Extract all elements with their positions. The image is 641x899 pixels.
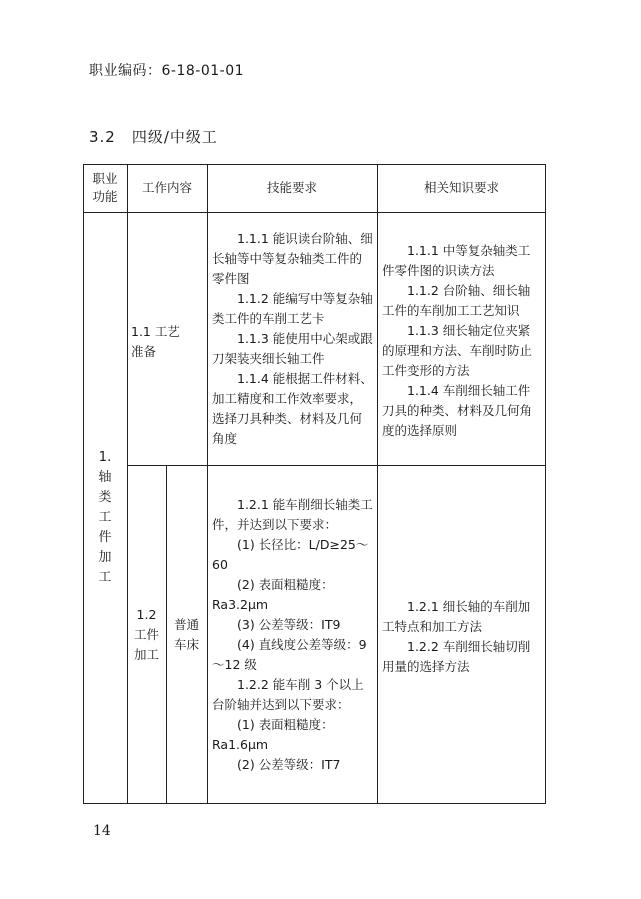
skill-item: (3) 公差等级：IT9 (237, 617, 341, 632)
row2-skills (212, 495, 374, 775)
col-header-content: 工作内容 (141, 180, 192, 195)
skill-item: 1.1.3 能使用中心架或跟刀架装夹细长轴工件 (212, 331, 373, 366)
skill-item: (4) 直线度公差等级：9～12 级 (212, 637, 367, 672)
skill-item: (2) 表面粗糙度：Ra3.2μm (212, 577, 334, 612)
skill-item: 1.2.2 能车削 3 个以上台阶轴并达到以下要求： (212, 677, 364, 712)
knowledge-item: 1.1.3 细长轴定位夹紧的原理和方法、车削时防止工件变形的方法 (382, 323, 533, 378)
row1-skills (212, 229, 374, 449)
skill-item: (1) 长径比：L/D≥25～60 (212, 537, 369, 572)
knowledge-item: 1.2.2 车削细长轴切削用量的选择方法 (382, 639, 531, 674)
row2-content: 1.2 工件 加工 (133, 606, 159, 662)
skill-item: 1.2.1 能车削细长轴类工件，并达到以下要求： (212, 497, 373, 532)
knowledge-item: 1.2.1 细长轴的车削加工特点和加工方法 (382, 599, 531, 634)
skill-item: (2) 公差等级：IT7 (237, 757, 341, 772)
knowledge-item: 1.1.1 中等复杂轴类工件零件图的识读方法 (382, 243, 531, 278)
table-rule (207, 164, 208, 804)
row1-knowledge (382, 241, 542, 441)
occupation-code: 职业编码：6-18-01-01 (89, 63, 245, 79)
col-header-function: 职业 功能 (92, 171, 118, 204)
row2-sub: 普通 车床 (173, 616, 199, 652)
table-rule (377, 164, 378, 804)
col-header-skill: 技能要求 (266, 180, 317, 195)
knowledge-item: 1.1.2 台阶轴、细长轴工件的车削加工工艺知识 (382, 283, 531, 318)
skill-item: 1.1.4 能根据工件材料、加工精度和工作效率要求，选择刀具种类、材料及几何角度 (212, 371, 373, 446)
skill-item: 1.1.1 能识读台阶轴、细长轴等中等复杂轴类工件的零件图 (212, 231, 373, 286)
row2-knowledge (382, 597, 542, 677)
knowledge-item: 1.1.4 车削细长轴工件刀具的种类、材料及几何角度的选择原则 (382, 383, 533, 438)
section-title: 3.2 四级/中级工 (89, 128, 218, 146)
skill-item: 1.1.2 能编写中等复杂轴类工件的车削工艺卡 (212, 291, 373, 326)
page-number: 14 (93, 823, 111, 839)
skill-item: (1) 表面粗糙度：Ra1.6μm (212, 717, 334, 752)
table-rule (83, 212, 546, 213)
col-header-knowledge: 相关知识要求 (423, 180, 499, 195)
function-label: 1. 轴 类 工 件 加 工 (98, 450, 112, 585)
row1-content: 1.1 工艺 准备 (131, 324, 180, 359)
